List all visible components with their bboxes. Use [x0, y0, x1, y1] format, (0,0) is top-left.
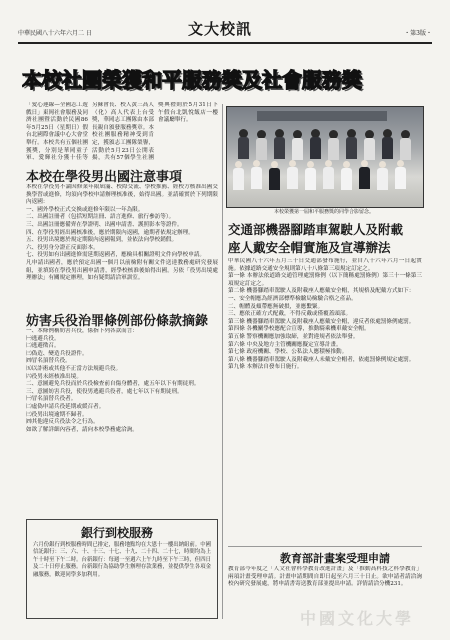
sec2-item: ㈣冒名頂替兵役。 — [26, 358, 71, 365]
sec1-item: 六、役男身分證正反面影本。 — [26, 244, 99, 251]
photo-people-front-row — [227, 159, 423, 191]
sec1-note: 凡申請出國者，應於預定出國一個月以前檢附有關文件送達教務處研究發展組，並填寫在學役男出國申請書，經學校核准後始得出國。另依「役男出境處理辦法」有關規定辦理，如有疑問請洽軍訓室。 — [26, 259, 218, 282]
sec2-item: ㈥役男未經核准出境。 — [26, 373, 82, 380]
sec2-extra-item: ㈣其他違反兵役法令之行為。 — [26, 419, 99, 426]
page-header — [18, 18, 432, 44]
sec3-intro: 中華民國八十六年五月三十日交通部發布施行，並自八十六年六月一日起實施。依據道路交通安全規則第八十八條第三項規定訂定之。 — [228, 258, 422, 272]
sec3-item: 第九條 本辦法自發布日施行。 — [228, 364, 303, 371]
photo-backdrop-banner — [257, 111, 387, 121]
sec3-item: 第八條 機器腳踏車駕駛人及附載座人未戴安全帽者，依處罰條例規定處罰。 — [228, 356, 415, 363]
sec2-item: ㈤以詐術或其他不正當方法規避兵役。 — [26, 365, 122, 372]
sec4-body: 教育部今年度之「人文社會科學教育改進計畫」及「推動高科技之科學教育」兩項計畫受理申請。計畫申請期間自即日起至六月三十日止。欲申請者請洽詢校內研究發展處，將申請書寄送教育部並提出申請。詳情請洽分機231。 — [228, 566, 422, 588]
sec1-intro: 本校在學役男不論因修業年限屆滿、校際交流、學校推薦、經校方核准出國交換學習或進修，均須向學校申請辦理核准後，始得出國。並請確實於下列期限內返國： — [26, 184, 218, 206]
sec3-item: 第五條 警察機關應加強取締，並對違規者依法舉發。 — [228, 333, 359, 340]
sec1-item: 一、國外學校正式交換或進修年限以一年為限。 — [26, 206, 144, 213]
section-divider — [228, 546, 422, 547]
sec2-intro: 一、本條例稱妨害兵役，係指下列各款而言： — [26, 328, 138, 334]
headline-banner: 本校社團榮獲和平服務獎及社會服務獎 — [22, 68, 362, 92]
sec1-item: 二、出國註冊者（包括短期註冊、語言進修、旅行參訪等）。 — [26, 214, 175, 221]
sec2-item: 三、意圖妨害兵役，使役男逃避兵役者，處七年以下有期徒刑。 — [26, 388, 183, 395]
sec2-item: ㈢偽造、變造兵役證件。 — [26, 350, 88, 357]
sec3-item: 三、應依正確方式配戴，不得反戴或僅覆蓋頭部。 — [228, 311, 352, 318]
sec3-item: 第四條 各機關學校應配合宣導，推動騎乘機車戴安全帽。 — [228, 326, 370, 333]
sec1-item: 七、役男如有出國進修需延期返國者，應檢具相關證明文件向學校申請。 — [26, 252, 206, 259]
sec2-item: 二、意圖避免兵役而於兵役檢查前自傷身體者，處五年以下有期徒刑。 — [26, 381, 200, 388]
sec2-body — [26, 328, 218, 514]
sec3-item: 第三條 機器腳踏車駕駛人及附載座人應戴安全帽，違反者依處罰條例處罰。 — [228, 318, 415, 325]
sec3-item: 第七條 政府機關、學校、公私法人應積極推動。 — [228, 349, 348, 356]
photo-people-back-row — [227, 129, 423, 161]
intro-article-col1: 「愛心連線—全國志工遊戲日」東岡社會服務及同濟社團暨活動於民國86年5月25日（星期日）假台北國際會議中心大會堂舉行。本校共有五個社團獲獎，分別是華岡童子軍、愛輝社分獲十佳等 — [26, 102, 88, 162]
bank-service-box — [26, 519, 218, 619]
sec1-item: 五、役男出境應於規定期限內返國報到，並依法向學校銷假。 — [26, 237, 178, 244]
sec2-title: 妨害兵役治罪條例部份條款摘錄 — [26, 314, 209, 329]
issue-date: 中華民國八十六年六月二 日 — [18, 30, 92, 37]
sec2-extra-item: ㈢役男出境逾期不歸者。 — [26, 411, 88, 418]
sec3-title-line2: 座人戴安全帽實施及宣導辦法 — [228, 240, 391, 255]
sec2-item: ㈡逃避徵召。 — [26, 343, 60, 350]
sec3-item: 第一條 本辦法依道路交通管理處罰條例（以下簡稱處罰條例）第三十一條第三項規定訂定之。 — [228, 273, 422, 287]
sec1-body — [26, 184, 218, 306]
photo-caption: 本校榮獲第一屆和平服務獎的同學合影留念。 — [273, 209, 374, 215]
intro-article-col3: 獎典禮則於5月31日下午假台北凱悅飯店一樓會議廳舉行。 — [158, 102, 218, 124]
bank-box-title: 銀行到校服務 — [81, 526, 154, 540]
sec1-item: 四、在學役男經出國核准後，應於期限內返國，逾期者依規定辦理。 — [26, 229, 194, 236]
sec3-item: 第二條 機器腳踏車駕駛人及附載座人應戴安全帽，其規格及配戴方式如下： — [228, 288, 415, 295]
masthead-title: 文大校訊 — [188, 20, 253, 38]
sec1-title: 本校在學役男出國注意事項 — [26, 170, 183, 185]
sec3-item: 二、帽體及頦帶應無破損，並應繫緊。 — [228, 303, 324, 310]
award-group-photo — [226, 106, 424, 208]
page-number: ・第3版・ — [404, 30, 432, 37]
sec3-item: 第六條 中央及地方主管機關應擬定宣導計畫。 — [228, 341, 342, 348]
sec2-extra-item: ㈠冒名頂替兵役者。 — [26, 396, 77, 403]
bank-box-text: 六月份銀行到校服務時間已排定，服務地點均在大恩十一樓出納組前。中國信託銀行：三、六、十、十三、十七、十九、二十四、二十七，時間均為上午十時至下午二時。台新銀行：每週一至週六上午九時至下午三時，但四日及二十日停止服務。台新銀行為協助學生辦理存款業務，並提供學生各項金融服務，歡迎同學多加利用。 — [33, 542, 211, 578]
watermark-logo-text: 中國文化大學 — [300, 609, 415, 628]
sec4-title: 教育部計畫案受理申請 — [280, 552, 390, 565]
sec2-extra-item: ㈡虛偽申請兵役延期或緩召者。 — [26, 403, 105, 410]
sec3-item: 一、安全帽應為經濟部標準檢驗局檢驗合格之產品。 — [228, 295, 357, 302]
sec3-title-line1: 交通部機器腳踏車駕駛人及附載 — [228, 222, 404, 237]
column-divider — [222, 104, 223, 619]
intro-article-col2: 另蘇會長、校人黃三高人（化）高人代表上台受獎，華岡志工團隊由本部長親自頒發服務獎章。本校社團服務精神受到肯定，獲頒志工團隊榮譽，活動於5月23日公開表揚，共有57個學生社團 — [92, 102, 154, 162]
sec1-item: 三、出國註冊應備齊在學證明、出國申請書、護照影本等證件。 — [26, 221, 183, 228]
sec2-item: ㈠逃避兵役。 — [26, 335, 60, 342]
sec3-body — [228, 258, 422, 542]
sec2-note: 如欲了解詳細內容者，請向本校學務處洽詢。 — [26, 426, 138, 433]
